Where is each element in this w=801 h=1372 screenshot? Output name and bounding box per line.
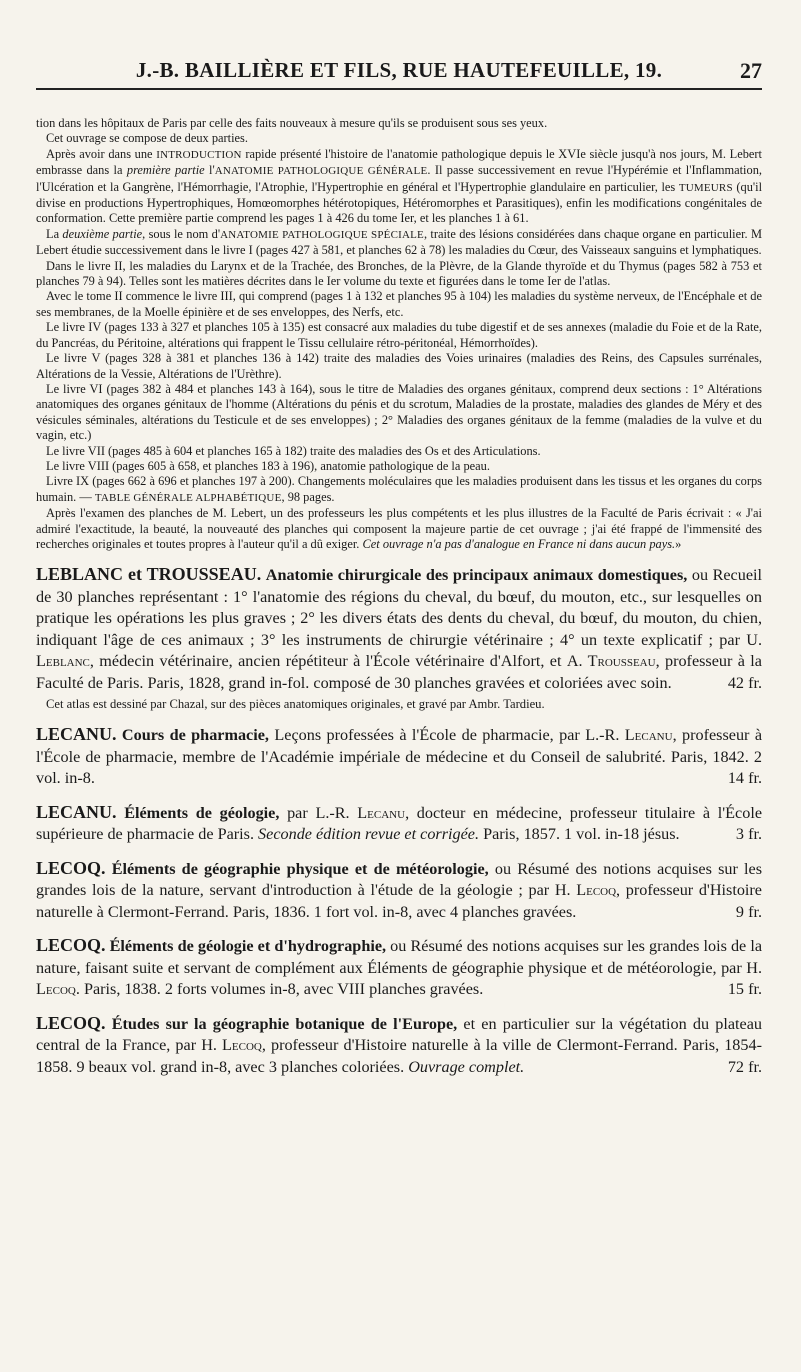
catalog-entry: LECANU. Éléments de géologie, par L.-R. Lecanu, docteur en médecine, professeur titulaire à l'École supérieure de pharmacie de Paris. Seconde édition revue et corrigée. Paris, 1857. 1 vol. in-18 jésus. 3 fr. — [36, 802, 762, 846]
entry-price: 72 fr. — [727, 1057, 762, 1076]
catalog-entry: LECOQ. Études sur la géographie botanique de l'Europe, et en particulier sur la végétation du plateau central de la France, par H. Lecoq, professeur d'Histoire naturelle à la ville de Clermont-Ferrand. Paris, 1854-1858. 9 beaux vol. grand in-8, avec 3 planches coloriées. Ouvrage complet. 72 fr. — [36, 1013, 762, 1079]
entry-title: Anatomie chirurgicale des principaux animaux domestiques, — [265, 566, 688, 585]
entry-author: LEBLANC et TROUSSEAU. — [36, 564, 262, 585]
entry-author: LECANU. — [36, 724, 117, 745]
intro-paragraph: Le livre V (pages 328 à 381 et planches 136 à 142) traite des maladies des Voies urinaires (maladies des Reins, des Capsules surrénales, Altérations de la Vessie, Altérations de l'Urèthre). — [36, 351, 762, 381]
entry-note: Cet atlas est dessiné par Chazal, sur des pièces anatomiques originales, et gravé par Ambr. Tardieu. — [46, 697, 545, 712]
entry-price: 42 fr. — [727, 673, 762, 692]
intro-paragraph: Après l'examen des planches de M. Lebert, un des professeurs les plus compétents et les plus illustres de la Faculté de Paris écrivait : « J'ai admiré l'exactitude, la beauté, la nouveauté des planches qui composent la majeure partie de cet ouvrage ; j'ai été frappé de l'immensité des recherches originales et toutes propres à l'auteur qu'il a dû exiger. Cet ouvrage n'a pas d'analogue en France ni dans aucun pays.» — [36, 506, 762, 551]
intro-paragraph: tion dans les hôpitaux de Paris par celle des faits nouveaux à mesure qu'ils se produisent sous ses yeux. — [36, 116, 548, 130]
entry-author: LECANU. — [36, 801, 117, 822]
intro-paragraph: Cet ouvrage se compose de deux parties. — [46, 131, 248, 146]
intro-paragraph: Après avoir dans une INTRODUCTION rapide présenté l'histoire de l'anatomie pathologique depuis le XVIe siècle jusqu'à nos jours, M. Lebert embrasse dans la première partie l'ANATOMIE PATHOLOGIQUE GÉNÉRALE. Il passe successivement en revue l'Hypérémie et l'Inflammation, l'Ulcération et la Gangrène, l'Hémorrhagie, l'Atrophie, l'Hypertrophie en général et l'Hypertrophie glandulaire en particulier, les TUMEURS (qu'il divise en productions Hypertrophiques, Homœomorphes hétérotopiques, Hétéromorphes et Parasitiques), enfin les modifications congénitales de conformation. Cette première partie comprend les pages 1 à 426 du tome Ier, et les planches 1 à 61. — [36, 146, 763, 226]
catalog-entry: LEBLANC et TROUSSEAU. Anatomie chirurgicale des principaux animaux domestiques, ou Recueil de 30 planches représentant : 1° l'anatomie des régions du cheval, du bœuf, du mouton, etc., sur lesquelles on pratique les opérations les plus graves ; 2° les divers états des dents du cheval, du bœuf, du mouton, du chien, indiquant l'âge de ces animaux ; 3° les instruments de chirurgie vétérinaire ; 4° un texte explicatif ; par U. Leblanc, médecin vétérinaire, ancien répétiteur à l'École vétérinaire d'Alfort, et A. Trousseau, professeur à la Faculté de Paris. Paris, 1828, grand in-fol. composé de 30 planches gravées et coloriées avec soin. 42 fr. — [36, 564, 762, 694]
catalog-entry: LECOQ. Éléments de géographie physique et de météorologie, ou Résumé des notions acquises sur les grandes lois de la nature, servant d'introduction à l'étude de la géologie ; par H. Lecoq, professeur d'Histoire naturelle à Clermont-Ferrand. Paris, 1836. 1 fort vol. in-8, avec 4 planches gravées. 9 fr. — [36, 858, 762, 924]
lebert-description — [36, 116, 762, 552]
intro-paragraph: Avec le tome II commence le livre III, qui comprend (pages 1 à 132 et planches 95 à 104) les maladies du système nerveux, de l'Encéphale et de ses membranes, de la Moelle épinière et de ses enveloppes, des Nerfs, etc. — [36, 289, 762, 319]
catalog-entry: LECANU. Cours de pharmacie, Leçons professées à l'École de pharmacie, par L.-R. Lecanu, professeur à l'École de pharmacie, membre de l'Académie impériale de médecine et du Conseil de salubrité. Paris, 1842. 2 vol. in-8. 14 fr. — [36, 724, 762, 790]
entry-title: Éléments de géologie, — [124, 803, 280, 822]
intro-paragraph: Dans le livre II, les maladies du Larynx et de la Trachée, des Bronches, de la Plèvre, de la Glande thyroïde et du Thymus (pages 582 à 753 et planches 79 à 94). Telles sont les matières décrites dans le Ier volume du texte et figurées dans le tome Ier de l'atlas. — [36, 258, 762, 289]
page-number: 27 — [740, 58, 762, 83]
entry-author: LECOQ. — [36, 1012, 106, 1033]
publisher-title: J.-B. BAILLIÈRE ET FILS, RUE HAUTEFEUILLE, 19. — [135, 58, 663, 82]
entry-price: 3 fr. — [735, 825, 762, 844]
intro-paragraph: Le livre VIII (pages 605 à 658, et planches 183 à 196), anatomie pathologique de la peau. — [46, 458, 490, 473]
header-rule — [36, 88, 762, 90]
running-head — [36, 48, 762, 88]
entry-title: Éléments de géologie et d'hydrographie, — [109, 937, 387, 956]
intro-paragraph: Le livre VII (pages 485 à 604 et planches 165 à 182) traite des maladies des Os et des Articulations. — [46, 443, 541, 458]
intro-paragraph: Le livre VI (pages 382 à 484 et planches 143 à 164), sous le titre de Maladies des organes génitaux, comprend deux sections : 1° Altérations anatomiques des organes génitaux de l'homme (Altérations du pénis et du scrotum, Maladies de la prostate, maladies des glandes de Méry et des vésicules séminales, altérations du Testicule et de ses enveloppes) ; 2° Maladies des organes génitaux de la femme (maladies de la vulve et du vagin, etc.) — [36, 381, 762, 443]
page — [36, 48, 762, 1078]
entry-price: 9 fr. — [735, 902, 762, 921]
entry-price: 14 fr. — [727, 769, 762, 788]
intro-paragraph: Le livre IV (pages 133 à 327 et planches 105 à 135) est consacré aux maladies du tube digestif et de ses annexes (maladie du Foie et de la Rate, du Pancréas, du Péritoine, altérations qui frappent le Tissu cellulaire rétro-péritonéal, Hémorrhoïdes). — [36, 320, 762, 350]
entry-title: Éléments de géographie physique et de météorologie, — [111, 859, 489, 878]
intro-paragraph: Livre IX (pages 662 à 696 et planches 197 à 200). Changements moléculaires que les maladies produisent dans les tissus et les organes du corps humain. — TABLE GÉNÉRALE ALPHABÉTIQUE, 98 pages. — [36, 474, 762, 504]
entry-author: LECOQ. — [36, 935, 106, 956]
intro-paragraph: La deuxième partie, sous le nom d'ANATOMIE PATHOLOGIQUE SPÉCIALE, traite des lésions considérées dans chaque organe en particulier. M Lebert étudie successivement dans le livre I (pages 427 à 581, et planches 62 à 78) les maladies du Cœur, des Vaisseaux sanguins et lymphatiques. — [36, 226, 762, 258]
entry-title: Cours de pharmacie, — [121, 726, 269, 745]
entry-title: Études sur la géographie botanique de l'Europe, — [111, 1014, 458, 1033]
catalog-entry: LECOQ. Éléments de géologie et d'hydrographie, ou Résumé des notions acquises sur les grandes lois de la nature, faisant suite et servant de complément aux Éléments de géographie physique et de météorologie, par H. Lecoq. Paris, 1838. 2 forts volumes in-8, avec VIII planches gravées. 15 fr. — [36, 935, 762, 1001]
entry-author: LECOQ. — [36, 857, 106, 878]
entry-price: 15 fr. — [727, 980, 762, 999]
